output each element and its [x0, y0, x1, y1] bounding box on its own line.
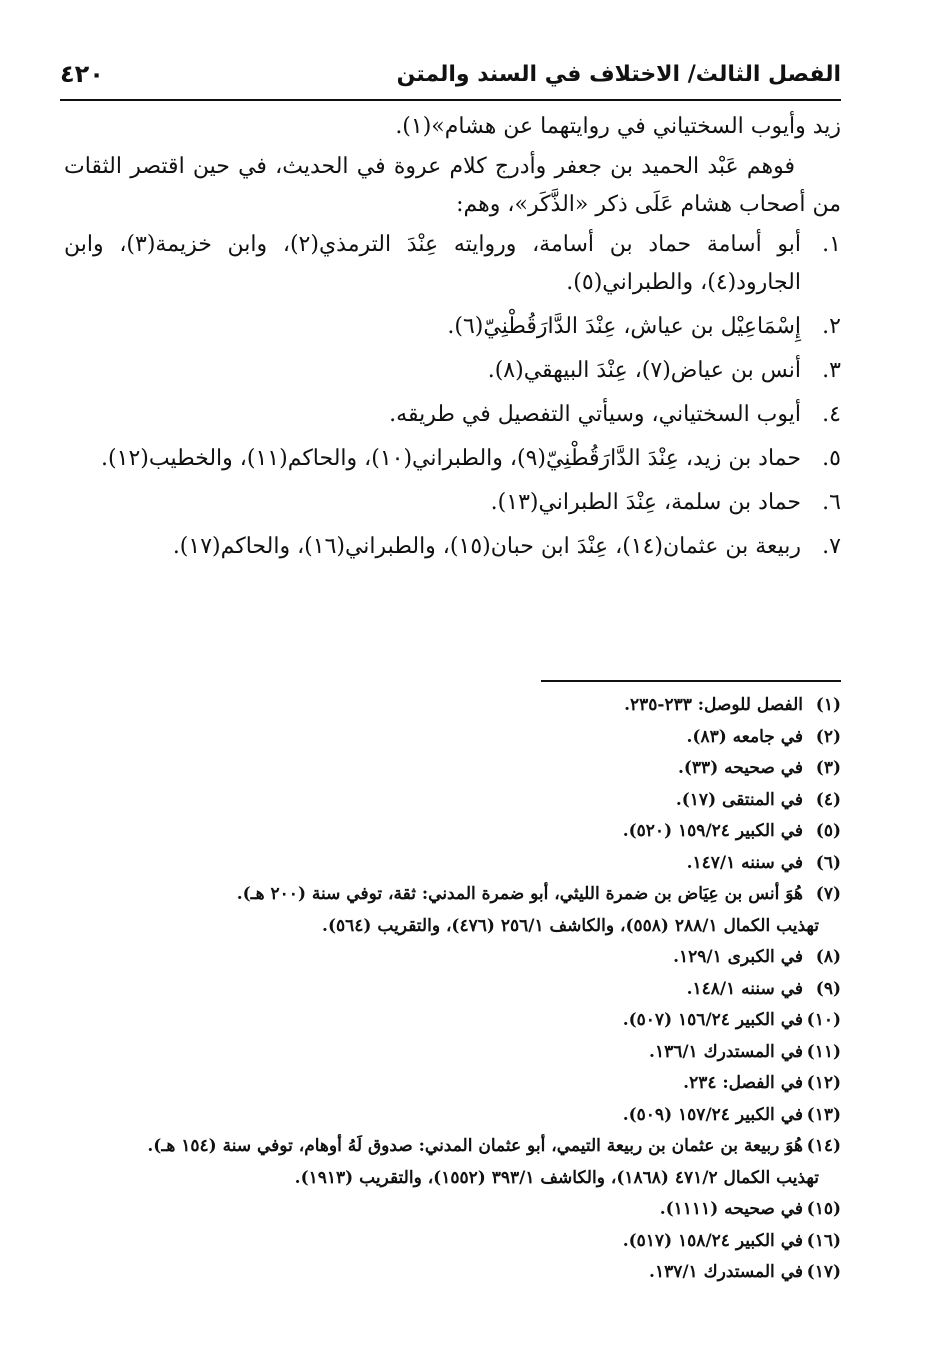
list-item-number: ٤. [822, 402, 841, 427]
list-item-text: حماد بن سلمة، عِنْدَ الطبراني(١٣). [490, 490, 801, 515]
footnote-number: (٨) [815, 947, 841, 967]
paragraph-continuation: زيد وأيوب السختياني في روايتهما عن هشام»(١). [395, 114, 841, 139]
footnote [86, 816, 841, 848]
list-item [64, 440, 841, 478]
footnote-number: (١٥) [806, 1199, 841, 1219]
list-item-number: ٢. [822, 314, 841, 339]
footnote-number: (٩) [815, 978, 841, 999]
list-item-number: ١. [822, 232, 841, 257]
page-number: ٤٢٠ [60, 60, 104, 88]
footnote-number: (١٢) [806, 1073, 841, 1093]
list-item-text: إِسْمَاعِيْل بن عياش، عِنْدَ الدَّارَقُطْنِيّ(٦). [447, 314, 801, 339]
list-item [64, 528, 841, 566]
list-item-number: ٥. [822, 446, 841, 471]
list-item-text: ربيعة بن عثمان(١٤)، عِنْدَ ابن حبان(١٥)، والطبراني(١٦)، والحاكم(١٧). [172, 534, 801, 559]
footnote [86, 1100, 841, 1132]
footnote-number: (٦) [815, 852, 841, 873]
list-item-text: أنس بن عياض(٧)، عِنْدَ البيهقي(٨). [487, 358, 801, 383]
footnote-number: (١٧) [806, 1262, 841, 1282]
footnote-number: (٤) [815, 789, 841, 810]
list-item-number: ٧. [822, 534, 841, 559]
list-item [64, 484, 841, 522]
footnotes [86, 690, 841, 1289]
footnote [86, 1068, 841, 1100]
footnote [86, 690, 841, 722]
footnote-continuation: تهذيب الكمال ٤٧١/٢ (١٨٦٨)، والكاشف ٣٩٣/١ (١٥٥٢)، والتقريب (١٩١٣). [294, 1167, 819, 1188]
footnote-text: هُوَ ربيعة بن عثمان بن ربيعة التيمي، أبو عثمان المدني: صدوق لَهُ أوهام، توفي سنة (١٥٤ هـ). [147, 1136, 803, 1156]
header-divider [60, 99, 841, 101]
footnote-text: في المنتقى (١٧). [675, 789, 803, 810]
footnote-text: في الكبرى ١٢٩/١. [673, 947, 803, 967]
footnote-continuation: تهذيب الكمال ٢٨٨/١ (٥٥٨)، والكاشف ٢٥٦/١ (٤٧٦)، والتقريب (٥٦٤). [322, 915, 819, 936]
footnote-text: في الكبير ١٥٩/٢٤ (٥٢٠). [622, 821, 803, 841]
footnote-number: (١٦) [806, 1230, 841, 1251]
footnote-text: في الكبير ١٥٨/٢٤ (٥١٧). [622, 1230, 803, 1251]
list-item-text: أبو أسامة حماد بن أسامة، وروايته عِنْدَ الترمذي(٢)، وابن خزيمة(٣)، وابن الجارود(٤)، والطبراني(٥). [64, 232, 801, 295]
footnote [86, 1005, 841, 1037]
list-item-text: أيوب السختياني، وسيأتي التفصيل في طريقه. [389, 402, 801, 427]
footnote [86, 1037, 841, 1069]
footnote-text: في الفصل: ٢٣٤. [683, 1073, 803, 1093]
list-item [64, 308, 841, 346]
main-text [64, 108, 841, 572]
running-title: الفصل الثالث/ الاختلاف في السند والمتن [396, 62, 841, 87]
footnote [86, 785, 841, 817]
paragraph-intro: فوهم عَبْد الحميد بن جعفر وأدرج كلام عروة في الحديث، في حين اقتصر الثقات من أصحاب هشام عَلَى ذكر «الذَّكَر»، وهم: [64, 154, 841, 217]
footnote [86, 1257, 841, 1289]
footnote-number: (٣) [815, 758, 841, 778]
footnote [86, 722, 841, 754]
footnote-text: في صحيحه (٣٣). [677, 758, 803, 778]
footnote-number: (٥) [815, 821, 841, 841]
footnote-number: (٧) [815, 884, 841, 904]
footnote-text: في صحيحه (١١١١). [659, 1199, 803, 1219]
footnote-number: (١١) [806, 1041, 841, 1062]
narrators-list [64, 226, 841, 566]
footnote-number: (٢) [815, 726, 841, 747]
footnote-divider [541, 680, 841, 682]
footnote-text: في الكبير ١٥٦/٢٤ (٥٠٧). [622, 1010, 803, 1030]
footnote-text: في سننه ١٤٧/١. [686, 852, 803, 873]
list-item-number: ٦. [822, 490, 841, 515]
footnote [86, 879, 841, 911]
footnote-text: في جامعه (٨٣). [686, 726, 803, 747]
footnote [86, 1194, 841, 1226]
footnote-text: في الكبير ١٥٧/٢٤ (٥٠٩). [622, 1104, 803, 1125]
footnote [86, 848, 841, 880]
list-item [64, 226, 841, 302]
footnote-text: في سننه ١٤٨/١. [686, 978, 803, 999]
footnote-text: في المستدرك ١٣٦/١. [649, 1041, 803, 1062]
footnote-text: في المستدرك ١٣٧/١. [649, 1262, 803, 1282]
footnote-number: (١٣) [806, 1104, 841, 1125]
footnote-number: (١٠) [806, 1010, 841, 1030]
list-item [64, 352, 841, 390]
footnote [86, 753, 841, 785]
footnote [86, 942, 841, 974]
footnote [86, 974, 841, 1006]
footnote-number: (١٤) [806, 1136, 841, 1156]
footnote-text: هُوَ أنس بن عِيَاض بن ضمرة الليثي، أبو ضمرة المدني: ثقة، توفي سنة (٢٠٠ هـ). [236, 884, 803, 904]
footnote [86, 1131, 841, 1163]
footnote [86, 1226, 841, 1258]
list-item-number: ٣. [822, 358, 841, 383]
list-item-text: حماد بن زيد، عِنْدَ الدَّارَقُطْنِيّ(٩)، والطبراني(١٠)، والحاكم(١١)، والخطيب(١٢). [101, 446, 801, 471]
page-header [60, 56, 841, 96]
footnote-number: (١) [815, 695, 841, 715]
footnote-text: الفصل للوصل: ٢٣٣-٢٣٥. [624, 695, 803, 715]
list-item [64, 396, 841, 434]
